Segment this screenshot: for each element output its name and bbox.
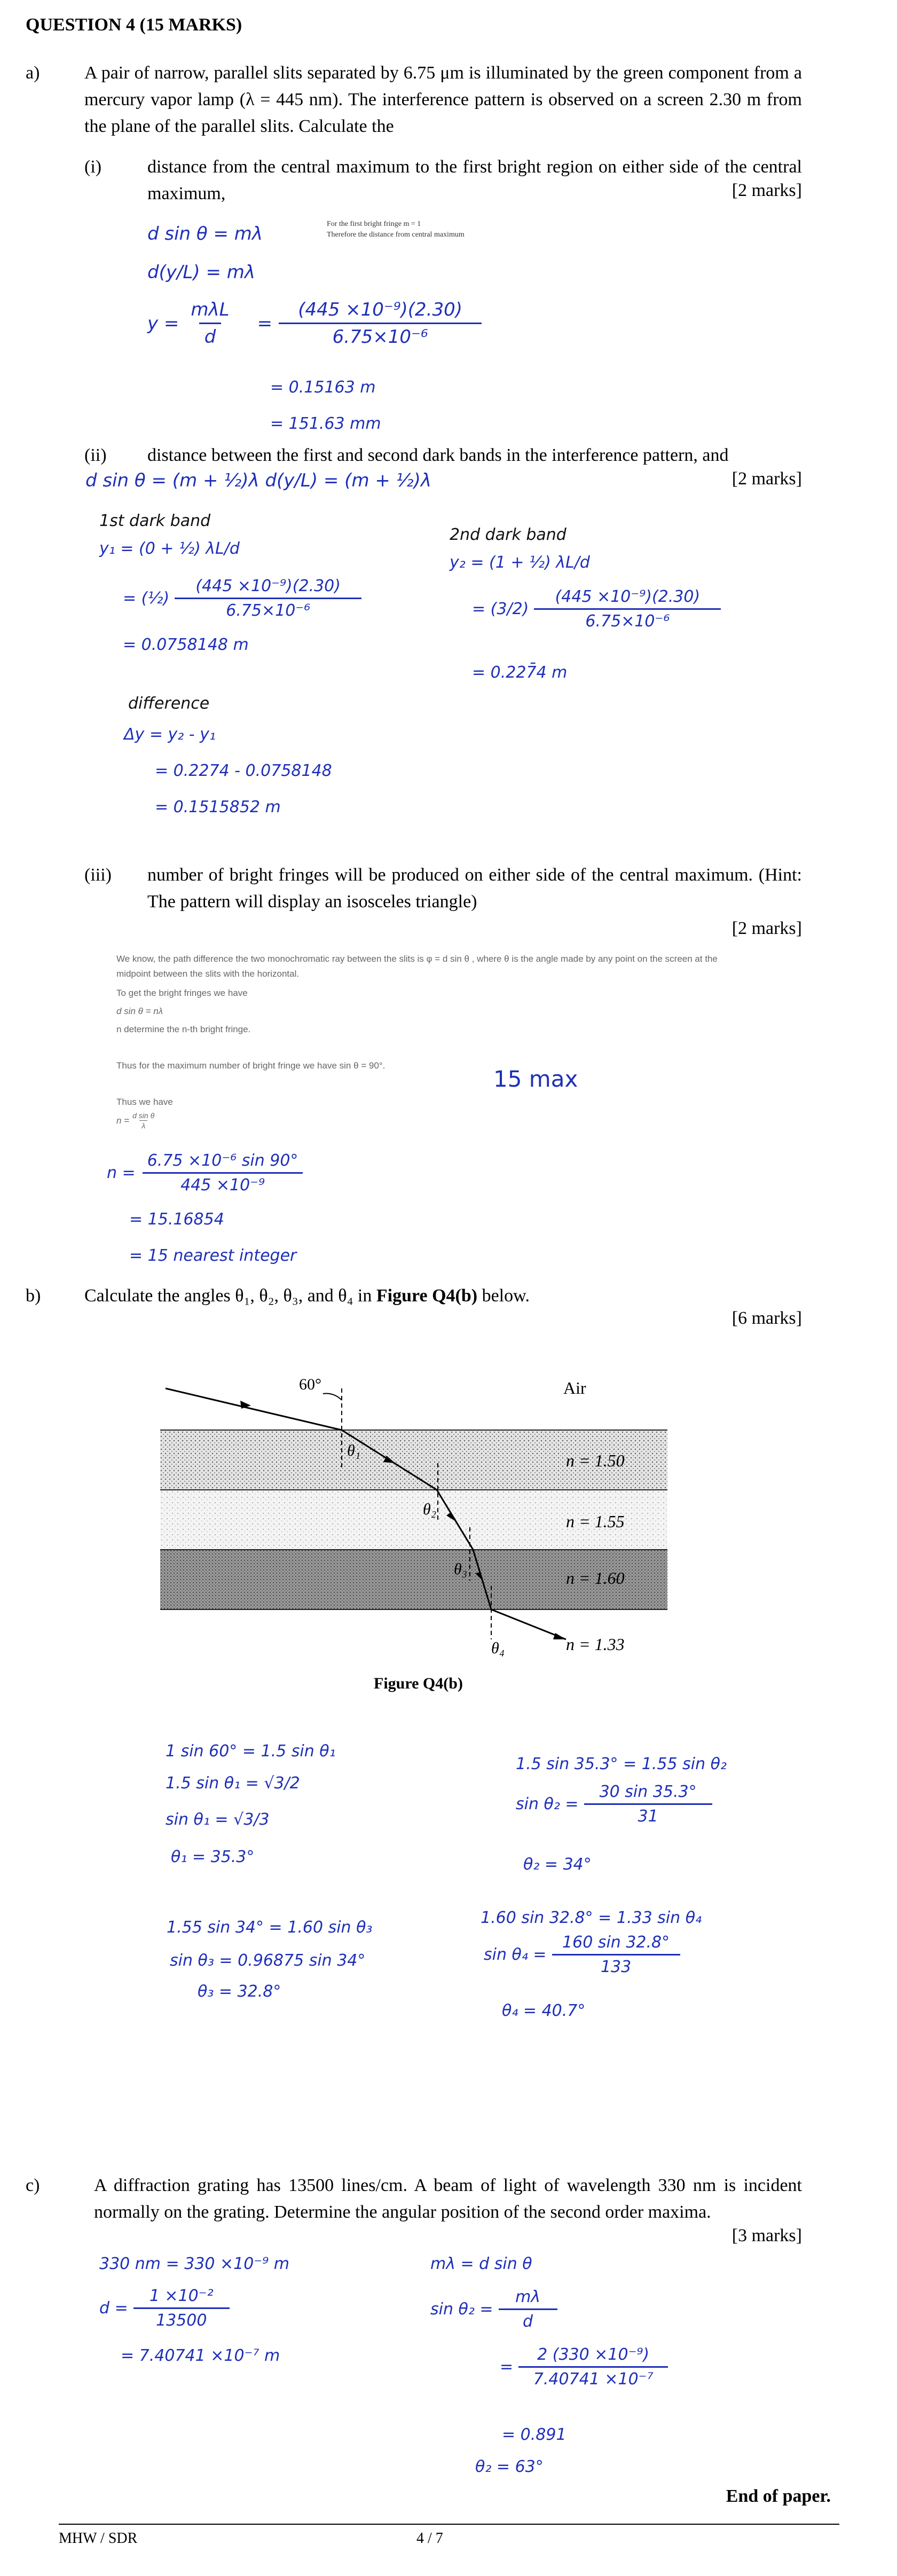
refraction-figure (160, 1367, 683, 1666)
part-a-iii-marks: [2 marks] (731, 918, 802, 938)
c-work-l2: d = $\frac{\text{1 ×10⁻²}}{13500}$ (99, 2287, 230, 2330)
a-iii-work-line2: = 15.16854 (129, 1210, 224, 1229)
a-iii-typed-5: Thus for the maximum number of bright fringe we have sin θ = 90°. (116, 1061, 385, 1071)
a-ii-second-result: = 0.227̄4 m (472, 663, 568, 682)
b-work-c1: 1.55 sin 34° = 1.60 sin θ₃ (167, 1918, 373, 1937)
part-b-marks: [6 marks] (731, 1308, 802, 1328)
part-a-ii-marks: [2 marks] (731, 469, 802, 489)
b-work-a2: 1.5 sin θ₁ = √3/2 (166, 1774, 300, 1793)
part-a-i-text: distance from the central maximum to the first bright region on either side of the central maximum, (147, 157, 802, 203)
part-b-text: Calculate the angles θ₁, θ₂, θ₃, and θ₄ in Figure Q4(b) below. (84, 1286, 530, 1306)
a-ii-first-head: 1st dark band (99, 512, 211, 530)
a-iii-typed-4: n determine the n-th bright fringe. (116, 1024, 251, 1034)
b-work-d1: 1.60 sin 32.8° = 1.33 sin θ₄ (481, 1909, 702, 1927)
a-ii-second-head: 2nd dark band (450, 525, 566, 544)
footer-rule (59, 2524, 839, 2525)
a-iii-typed-6: Thus we have (116, 1097, 173, 1107)
a-i-work-line1: d sin θ = mλ (147, 223, 263, 245)
c-work-r2: sin θ₂ = $\frac{m\lambda}{d}$ (430, 2288, 557, 2331)
a-i-work-line2: d(y/L) = mλ (147, 262, 255, 283)
b-work-c3: θ₃ = 32.8° (198, 1982, 281, 2001)
figure-angle-60: 60° (299, 1376, 321, 1393)
a-ii-first-result: = 0.0758148 m (123, 635, 249, 654)
part-a-ii-text: distance between the first and second dark bands in the interference pattern, and (147, 445, 729, 465)
figure-theta2: θ₂ (423, 1501, 437, 1518)
a-ii-diff-head: difference (128, 694, 210, 713)
b-work-c2: sin θ₃ = 0.96875 sin 34° (170, 1951, 366, 1970)
figure-air: Air (563, 1378, 586, 1397)
a-ii-diff-2: = 0.2274 - 0.0758148 (155, 761, 332, 780)
figure-n1: n = 1.50 (566, 1451, 625, 1470)
figure-theta1: θ₁ (347, 1442, 361, 1459)
c-work-r5: θ₂ = 63° (475, 2457, 544, 2476)
c-work-r3: = $\frac{\text{2 (330 ×10⁻⁹)}}{\text{7.40741 ×10⁻⁷}}$ (500, 2345, 668, 2389)
a-ii-first-eq: y₁ = (0 + ½) λL/d (99, 539, 240, 558)
a-ii-diff-3: = 0.1515852 m (155, 798, 281, 816)
a-ii-first-sub: = (½) $\frac{\text{(445 ×10⁻⁹)(2.30)}}{\text{6.75×10⁻⁶}}$ (123, 577, 361, 620)
c-work-l3: = 7.40741 ×10⁻⁷ m (121, 2346, 280, 2365)
b-work-a1: 1 sin 60° = 1.5 sin θ₁ (166, 1742, 336, 1761)
part-a-iii-text: number of bright fringes will be produced on either side of the central maximum. (Hint: The pattern will display an isosceles triangle) (147, 865, 802, 912)
a-iii-max-note: 15 max (493, 1066, 578, 1092)
a-iii-typed-7: n = $\frac{\text{d sin θ}}{\lambda}$ (116, 1111, 155, 1130)
b-work-b1: 1.5 sin 35.3° = 1.55 sin θ₂ (516, 1755, 727, 1773)
figure-caption: Figure Q4(b) (374, 1675, 463, 1692)
footer-page-number: 4 / 7 (416, 2530, 443, 2547)
part-a-i-marks: [2 marks] (731, 180, 802, 200)
part-c-label: c) (26, 2176, 40, 2195)
a-i-note: For the first bright fringe m = 1 Therefore the distance from central maximum (327, 220, 465, 239)
a-ii-second-sub: = (3/2) $\frac{\text{(445 ×10⁻⁹)(2.30)}}{\text{6.75×10⁻⁶}}$ (472, 587, 721, 631)
b-work-d2: sin θ₄ = $\frac{160 \sin 32.8^\circ}{133}$ (484, 1933, 680, 1976)
a-i-result-m: = 0.15163 m (270, 378, 376, 397)
a-ii-second-eq: y₂ = (1 + ½) λL/d (450, 553, 590, 572)
a-iii-typed-3: d sin θ = nλ (116, 1006, 163, 1016)
a-ii-diff-1: Δy = y₂ - y₁ (124, 725, 216, 744)
a-ii-formula: d sin θ = (m + ½)λ d(y/L) = (m + ½)λ (85, 470, 432, 491)
b-work-b2: sin θ₂ = $\frac{30 \sin 35.3^\circ}{31}$ (516, 1782, 712, 1826)
c-work-l1: 330 nm = 330 ×10⁻⁹ m (99, 2255, 289, 2273)
a-iii-work-line1: n = $\frac{\text{6.75 ×10⁻⁶ sin 90°}}{\text{445 ×10⁻⁹}}$ (107, 1151, 303, 1195)
figure-n2: n = 1.55 (566, 1512, 625, 1531)
b-work-d3: θ₄ = 40.7° (502, 2001, 586, 2020)
part-c-text: A diffraction grating has 13500 lines/cm. A beam of light of wavelength 330 nm is incident normally on the grating. Determine the angular position of the second order maxima. (94, 2176, 802, 2222)
part-b-label: b) (26, 1286, 41, 1306)
part-a-iii-label: (iii) (84, 865, 112, 885)
figure-theta4: θ₄ (491, 1639, 505, 1657)
a-iii-typed-1: We know, the path difference the two monochromatic ray between the slits is φ = d sin θ , where θ is the angle made by any point on the screen at the midpoint between the slits with the horizontal. (116, 954, 718, 979)
c-work-r4: = 0.891 (502, 2425, 566, 2444)
part-a-ii-label: (ii) (84, 445, 107, 465)
figure-n3: n = 1.60 (566, 1568, 625, 1588)
a-iii-typed-2: To get the bright fringes we have (116, 988, 248, 998)
figure-n4: n = 1.33 (566, 1635, 625, 1654)
a-i-work-line3: y = $\frac{\text{mλL}}{d}$ = $\frac{\text{(445 ×10⁻⁹)(2.30)}}{\text{6.75×10⁻⁶}}$ (147, 299, 482, 348)
b-work-a4: θ₁ = 35.3° (171, 1848, 255, 1866)
b-work-a3: sin θ₁ = √3/3 (166, 1810, 270, 1829)
part-a-intro: A pair of narrow, parallel slits separated by 6.75 μm is illuminated by the green component from a mercury vapor lamp (λ = 445 nm). The interference pattern is observed on a screen 2.30 m from the plane of the parallel slits. Calculate the (84, 63, 802, 136)
b-work-b3: θ₂ = 34° (523, 1855, 592, 1874)
c-work-r1: mλ = d sin θ (430, 2255, 532, 2273)
part-a-i-label: (i) (84, 157, 102, 177)
a-iii-work-line3: = 15 nearest integer (129, 1246, 297, 1265)
question-title: QUESTION 4 (15 MARKS) (26, 15, 242, 35)
part-c-marks: [3 marks] (731, 2226, 802, 2245)
a-i-result-mm: = 151.63 mm (270, 414, 381, 433)
figure-theta3: θ₃ (454, 1560, 468, 1578)
footer-left: MHW / SDR (59, 2530, 138, 2547)
part-a-label: a) (26, 63, 40, 83)
end-of-paper: End of paper. (726, 2486, 831, 2506)
